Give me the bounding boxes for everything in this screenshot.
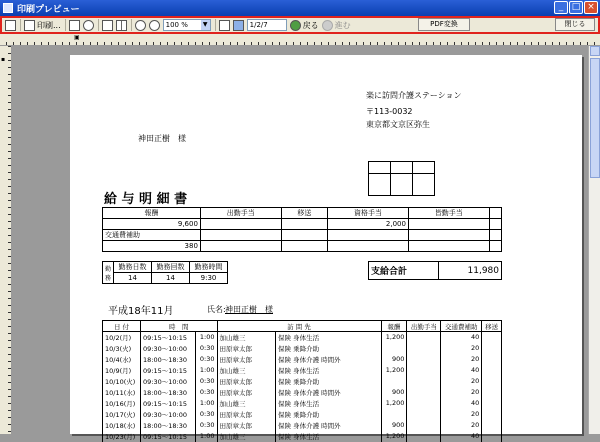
table-cell: 1:00	[195, 365, 217, 376]
table-cell: 18:00〜18:30	[141, 387, 196, 398]
table-row	[103, 332, 502, 343]
table-cell: 0:30	[195, 343, 217, 354]
table-cell: 0:30	[195, 354, 217, 365]
single-page-icon	[102, 20, 113, 31]
work-header: 勤務時間	[190, 262, 228, 273]
zoom-value: 100 %	[165, 21, 188, 29]
work-value: 9:30	[190, 273, 228, 284]
table-cell	[407, 343, 441, 354]
table-cell	[407, 376, 441, 387]
zoom-out-icon	[135, 20, 146, 31]
multi-page-button[interactable]	[116, 18, 127, 32]
forward-button[interactable]	[322, 18, 351, 32]
app-icon	[3, 3, 13, 13]
table-cell	[482, 332, 502, 343]
table-cell: 0:30	[195, 420, 217, 431]
table-cell: 20	[441, 420, 482, 431]
table-cell: 900	[381, 354, 407, 365]
table-cell: 09:15〜10:15	[141, 398, 196, 409]
table-cell: 加山雄三	[217, 431, 275, 442]
scroll-up-arrow[interactable]	[590, 46, 600, 56]
next-page-icon	[233, 20, 244, 31]
table-row	[103, 387, 502, 398]
back-label: 戻る	[302, 20, 319, 30]
single-page-button[interactable]	[102, 18, 113, 32]
table-cell	[482, 431, 502, 442]
table-cell: 10/9(月)	[103, 365, 141, 376]
table-cell	[407, 354, 441, 365]
table-cell: 10/10(火)	[103, 376, 141, 387]
next-page-button[interactable]	[233, 18, 244, 32]
table-cell: 加山雄三	[217, 332, 275, 343]
table-row	[103, 376, 502, 387]
table-row	[103, 420, 502, 431]
table-cell	[381, 343, 407, 354]
window-controls	[554, 1, 598, 14]
table-cell: 1,200	[381, 398, 407, 409]
binoculars-icon	[83, 20, 94, 31]
copy-icon	[69, 20, 80, 31]
table-row	[103, 354, 502, 365]
window-titlebar	[0, 0, 600, 16]
work-table	[102, 261, 228, 284]
table-cell: 保険 乗降介助	[276, 376, 382, 387]
chevron-down-icon: ▼	[201, 20, 210, 30]
minimize-button[interactable]: _	[554, 1, 568, 14]
detail-header: 訪 問 先	[217, 321, 381, 332]
table-cell	[407, 431, 441, 442]
vertical-ruler	[0, 46, 12, 434]
table-cell: 10/23(月)	[103, 431, 141, 442]
table-cell: 0:30	[195, 387, 217, 398]
pay-table	[102, 207, 502, 252]
maximize-button[interactable]: □	[569, 1, 583, 14]
pay-cell	[200, 219, 281, 230]
pay-label: 交通費補助	[103, 230, 201, 241]
detail-header: 移送	[482, 321, 502, 332]
table-cell: 田原章太郎	[217, 376, 275, 387]
total-value: 11,980	[439, 262, 502, 280]
table-cell: 900	[381, 420, 407, 431]
back-button[interactable]	[290, 18, 319, 32]
forward-label: 進む	[334, 20, 351, 30]
table-cell: 1:00	[195, 431, 217, 442]
table-cell: 09:15〜10:15	[141, 365, 196, 376]
back-arrow-icon	[290, 20, 301, 31]
zoom-in-icon	[149, 20, 160, 31]
ruler-marker: ▪	[1, 56, 6, 63]
total-label: 支給合計	[369, 262, 439, 280]
pay-header: 移送	[281, 208, 328, 219]
table-cell: 加山雄三	[217, 365, 275, 376]
table-cell: 20	[441, 387, 482, 398]
work-side-label: 勤務	[103, 262, 114, 284]
find-button[interactable]	[83, 18, 94, 32]
table-cell: 田原章太郎	[217, 354, 275, 365]
table-row	[103, 409, 502, 420]
horizontal-ruler	[0, 34, 600, 46]
table-cell: 保険 乗降介助	[276, 409, 382, 420]
previous-page-button[interactable]	[219, 18, 230, 32]
table-cell: 1,200	[381, 431, 407, 442]
pay-cell: 2,000	[328, 219, 409, 230]
table-cell: 1:00	[195, 398, 217, 409]
detail-table	[102, 320, 502, 442]
table-cell: 10/16(月)	[103, 398, 141, 409]
table-cell: 10/4(水)	[103, 354, 141, 365]
table-cell	[482, 343, 502, 354]
table-cell: 900	[381, 387, 407, 398]
work-header: 勤務回数	[152, 262, 190, 273]
print-button[interactable]	[24, 18, 61, 32]
table-cell	[482, 354, 502, 365]
table-cell: 20	[441, 409, 482, 420]
table-row	[103, 431, 502, 442]
page-setup-button[interactable]	[5, 18, 16, 32]
pay-cell	[408, 219, 489, 230]
period: 平成18年11月	[108, 306, 174, 317]
table-cell	[407, 332, 441, 343]
table-cell: 1,200	[381, 365, 407, 376]
printer-icon	[24, 20, 35, 31]
table-cell: 09:30〜10:00	[141, 376, 196, 387]
table-cell	[407, 420, 441, 431]
address: 東京都文京区弥生	[366, 120, 430, 129]
table-cell: 09:30〜10:00	[141, 409, 196, 420]
table-cell: 10/2(月)	[103, 332, 141, 343]
pay-header: 出勤手当	[200, 208, 281, 219]
table-cell: 09:15〜10:15	[141, 332, 196, 343]
table-cell: 保険 身体介護 時間外	[276, 387, 382, 398]
copy-button[interactable]	[69, 18, 80, 32]
pdf-convert-button[interactable]: PDF変換	[418, 18, 470, 31]
table-cell	[407, 387, 441, 398]
table-cell	[381, 376, 407, 387]
toolbar-separator	[131, 19, 132, 31]
table-cell: 田原章太郎	[217, 387, 275, 398]
document-title: 給 与 明 細 書	[104, 192, 188, 207]
recipient-name: 神田正樹 様	[138, 134, 186, 143]
table-cell: 20	[441, 376, 482, 387]
table-cell: 10/18(水)	[103, 420, 141, 431]
page-number-input[interactable]: 1/2/7	[247, 18, 287, 32]
table-cell: 40	[441, 365, 482, 376]
table-cell	[482, 398, 502, 409]
table-cell: 保険 身体生活	[276, 365, 382, 376]
table-cell: 保険 身体介護 時間外	[276, 420, 382, 431]
work-value: 14	[114, 273, 152, 284]
work-value: 14	[152, 273, 190, 284]
detail-header: 時 間	[141, 321, 218, 332]
company-name: 楽に訪問介護ステーション	[366, 91, 462, 100]
zoom-out-button[interactable]	[135, 18, 146, 32]
table-cell: 保険 身体生活	[276, 398, 382, 409]
name-label: 氏名:	[207, 305, 226, 314]
table-cell: 18:00〜18:30	[141, 420, 196, 431]
ruler-marker: ▣	[74, 34, 80, 41]
close-button[interactable]: 閉じる	[555, 18, 595, 31]
toolbar-separator	[20, 19, 21, 31]
table-cell	[482, 376, 502, 387]
scroll-thumb[interactable]	[590, 58, 600, 178]
pay-cell	[281, 219, 328, 230]
pay-cell: 380	[103, 241, 201, 252]
pay-header: 資格手当	[328, 208, 409, 219]
table-cell: 10/17(火)	[103, 409, 141, 420]
total-box	[368, 261, 502, 280]
table-cell: 20	[441, 354, 482, 365]
print-label: 印刷...	[37, 20, 61, 30]
detail-header: 日 付	[103, 321, 141, 332]
previous-page-icon	[219, 20, 230, 31]
pay-header: 報酬	[103, 208, 201, 219]
table-cell: 0:30	[195, 376, 217, 387]
table-cell: 0:30	[195, 409, 217, 420]
table-cell: 20	[441, 343, 482, 354]
table-cell	[482, 420, 502, 431]
work-header: 勤務日数	[114, 262, 152, 273]
table-cell: 09:30〜10:00	[141, 343, 196, 354]
postal-code: 〒113-0032	[366, 107, 413, 116]
forward-arrow-icon	[322, 20, 333, 31]
table-cell: 保険 身体介護 時間外	[276, 354, 382, 365]
table-cell: 保険 乗降介助	[276, 343, 382, 354]
table-cell: 田原章太郎	[217, 343, 275, 354]
toolbar-separator	[65, 19, 66, 31]
table-cell: 保険 身体生活	[276, 431, 382, 442]
preview-page	[70, 55, 582, 441]
page-setup-icon	[5, 20, 16, 31]
zoom-in-button[interactable]	[149, 18, 160, 32]
vertical-scrollbar[interactable]	[588, 46, 600, 434]
table-cell: 保険 身体生活	[276, 332, 382, 343]
table-cell: 10/11(水)	[103, 387, 141, 398]
stamp-boxes	[368, 161, 435, 196]
toolbar-separator	[98, 19, 99, 31]
close-window-button[interactable]: ×	[584, 1, 598, 14]
table-cell: 1:00	[195, 332, 217, 343]
table-cell: 40	[441, 431, 482, 442]
table-row	[103, 398, 502, 409]
table-cell: 1,200	[381, 332, 407, 343]
table-cell	[407, 365, 441, 376]
table-cell: 09:15〜10:15	[141, 431, 196, 442]
pay-cell: 9,600	[103, 219, 201, 230]
table-row	[103, 343, 502, 354]
table-row	[103, 365, 502, 376]
detail-header: 出勤手当	[407, 321, 441, 332]
detail-header: 交通費補助	[441, 321, 482, 332]
window-title: 印刷プレビュー	[17, 4, 80, 15]
table-cell: 40	[441, 332, 482, 343]
pay-header: 皆勤手当	[408, 208, 489, 219]
toolbar-separator	[215, 19, 216, 31]
table-cell	[482, 365, 502, 376]
table-cell: 田原章太郎	[217, 420, 275, 431]
table-cell: 40	[441, 398, 482, 409]
table-cell	[482, 387, 502, 398]
table-cell: 10/3(火)	[103, 343, 141, 354]
preview-toolbar	[0, 16, 600, 34]
detail-header: 報酬	[381, 321, 407, 332]
table-cell	[381, 409, 407, 420]
name-value: 神田正樹 様	[225, 305, 273, 314]
zoom-select[interactable]	[163, 18, 211, 32]
multi-page-icon	[116, 20, 127, 31]
table-cell	[482, 409, 502, 420]
table-cell	[407, 409, 441, 420]
table-cell: 18:00〜18:30	[141, 354, 196, 365]
table-cell	[407, 398, 441, 409]
table-cell: 加山雄三	[217, 398, 275, 409]
table-cell: 田原章太郎	[217, 409, 275, 420]
